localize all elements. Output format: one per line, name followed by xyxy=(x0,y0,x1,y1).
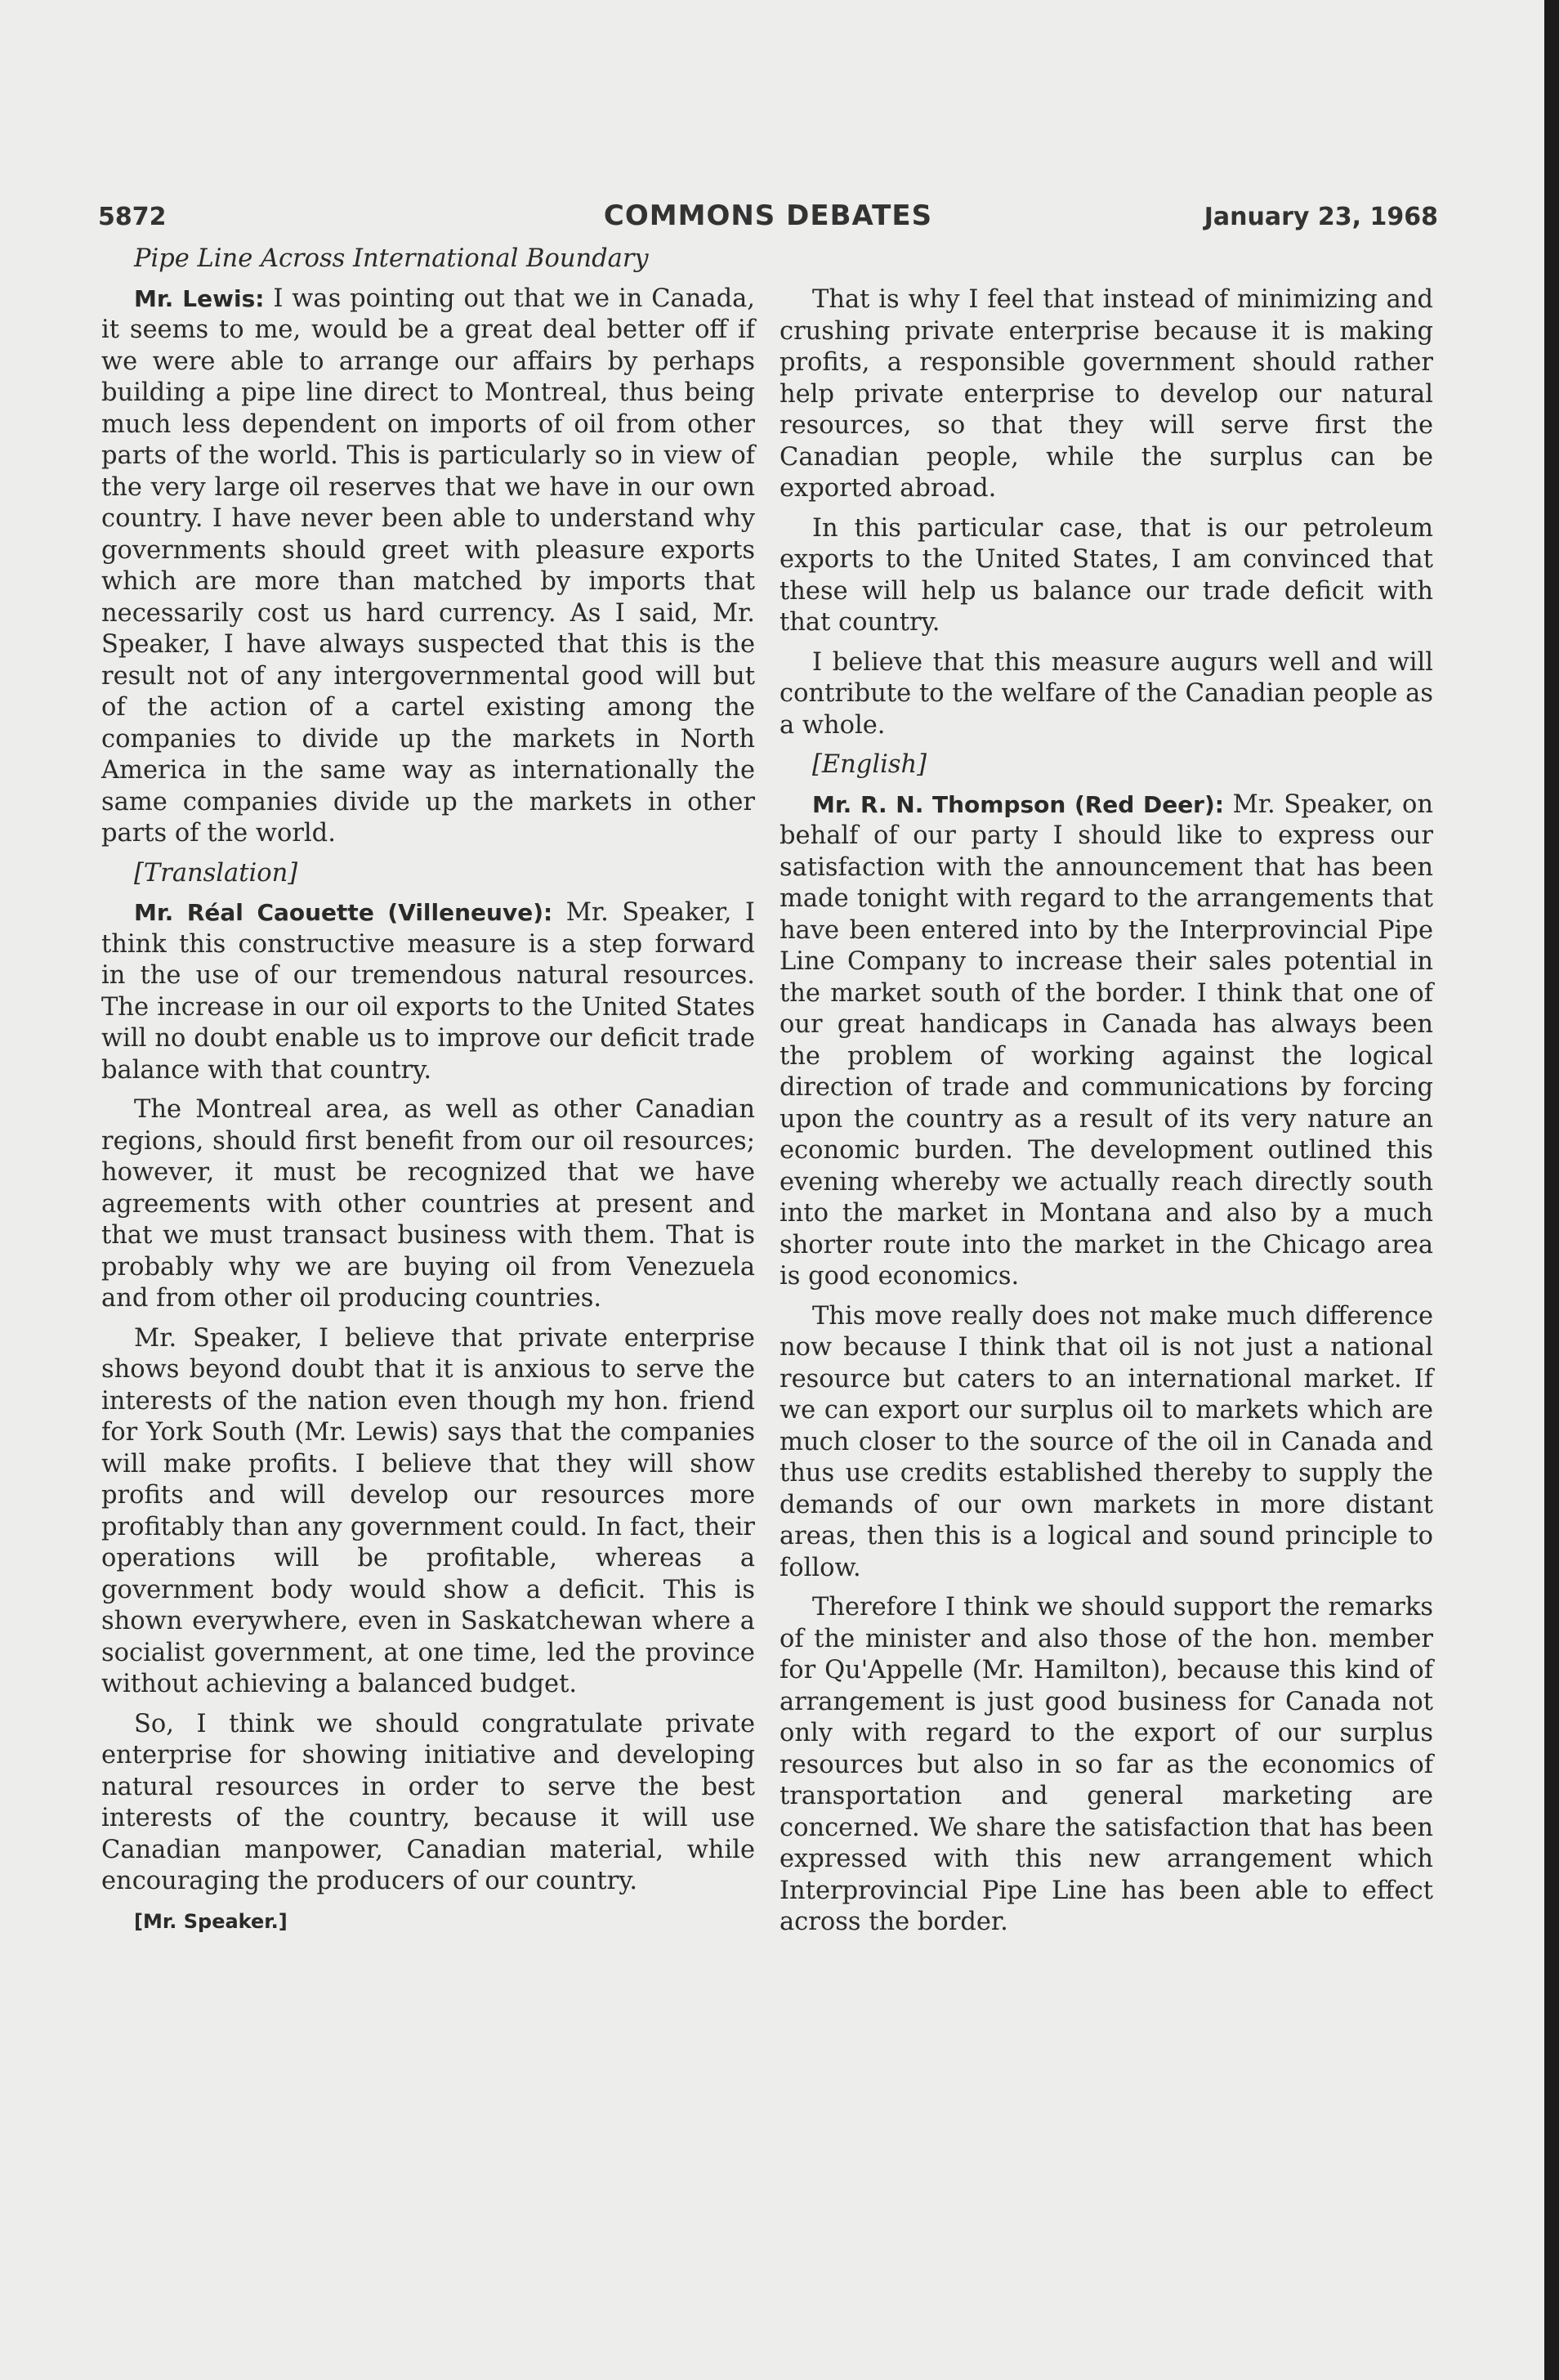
publication-title: COMMONS DEBATES xyxy=(603,199,933,232)
paragraph-thompson xyxy=(780,790,1433,1293)
page-number: 5872 xyxy=(98,203,167,231)
paragraph: Mr. Speaker, I believe that private enterprise shows beyond doubt that it is anxious to serve the interests of the nation even though my hon. friend for York South (Mr. Lewis) says that the companies will make profits. I believe that they will show profits and will develop our resources more profitably than any government could. In fact, their operations will be profitable, whereas a government body would show a deficit. This is shown everywhere, even in Saskatchewan where a socialist government, at one time, led the province without achieving a balanced budget. xyxy=(101,1323,755,1698)
paragraph: That is why I feel that instead of minimizing and crushing private enterprise because it is making profits, a responsible government should rather help private enterprise to develop our natural resources, so that they will serve first the Canadian people, while the surplus can be exported abroad. xyxy=(780,285,1433,503)
section-subheading: Pipe Line Across International Boundary xyxy=(134,244,649,273)
paragraph-lewis xyxy=(101,284,755,850)
paragraph-text: Mr. Speaker, I think this constructive measure is a step forward in the use of our tremendous natural resources. The increase in our oil exports to the United States will no doubt enable us to improve our deficit trade balance with that country. xyxy=(101,898,755,1085)
language-marker-english: [English] xyxy=(812,750,927,779)
page-date: January 23, 1968 xyxy=(1204,203,1438,231)
scan-edge xyxy=(1544,0,1559,2380)
speaker-name: Mr. R. N. Thompson (Red Deer): xyxy=(812,790,1224,818)
page xyxy=(98,195,1438,1936)
paragraph-caouette xyxy=(101,897,755,1086)
right-column xyxy=(780,284,1433,1947)
speaker-name: Mr. Réal Caouette (Villeneuve): xyxy=(134,899,553,926)
speaker-footnote: [Mr. Speaker.] xyxy=(134,1909,288,1933)
paragraph: This move really does not make much difference now because I think that oil is not just a national resource but caters to an international market. If we can export our surplus oil to markets which are much closer to the source of the oil in Canada and thus use credits established thereby to supply the demands of our own markets in more distant areas, then this is a logical and sound principle to follow. xyxy=(780,1301,1433,1582)
paragraph: The Montreal area, as well as other Canadian regions, should first benefit from our oil resources; however, it must be recognized that we have agreements with other countries at present and that we must transact business with them. That is probably why we are buying oil from Venezuela and from other oil producing countries. xyxy=(101,1095,755,1313)
paragraph-text: I was pointing out that we in Canada, it seems to me, would be a great deal better off if we were able to arrange our affairs by perhaps building a pipe line direct to Montreal, thus being much less dependent on imports of oil from other parts of the world. This is particularly so in view of the very large oil reserves that we have in our own country. I have never been able to understand why governments should greet with pleasure exports which are more than matched by imports that necessarily cost us hard currency. As I said, Mr. Speaker, I have always suspected that this is the result not of any intergovernmental good will but of the action of a cartel existing among the companies to divide up the markets in North America in the same way as internationally the same companies divide up the markets in other parts of the world. xyxy=(101,284,755,848)
left-column xyxy=(101,244,755,1945)
speaker-name: Mr. Lewis: xyxy=(134,284,265,312)
paragraph: I believe that this measure augurs well and will contribute to the welfare of the Canadian people as a whole. xyxy=(780,647,1433,740)
paragraph: So, I think we should congratulate private enterprise for showing initiative and developing natural resources in order to serve the best interests of the country, because it will use Canadian manpower, Canadian material, while encouraging the producers of our country. xyxy=(101,1709,755,1895)
paragraph: Therefore I think we should support the remarks of the minister and also those of the hon. member for Qu'Appelle (Mr. Hamilton), because this kind of arrangement is just good business for Canada not only with regard to the export of our surplus resources but also in so far as the economics of transportation and general marketing are concerned. We share the satisfaction that has been expressed with this new arrangement which Interprovincial Pipe Line has been able to effect across the border. xyxy=(780,1593,1433,1936)
page-header xyxy=(98,195,1438,244)
paragraph-text: Mr. Speaker, on behalf of our party I should like to express our satisfaction with the announcement that has been made tonight with regard to the arrangements that have been entered into by the Interprovincial Pipe Line Company to increase their sales potential in the market south of the border. I think that one of our great handicaps in Canada has always been the problem of working against the logical direction of trade and communications by forcing upon the country as a result of its very nature an economic burden. The development outlined this evening whereby we actually reach directly south into the market in Montana and also by a much shorter route into the market in the Chicago area is good economics. xyxy=(780,790,1433,1291)
language-marker-translation: [Translation] xyxy=(134,858,298,888)
paragraph: In this particular case, that is our petroleum exports to the United States, I am convinced that these will help us balance our trade deficit with that country. xyxy=(780,513,1433,637)
